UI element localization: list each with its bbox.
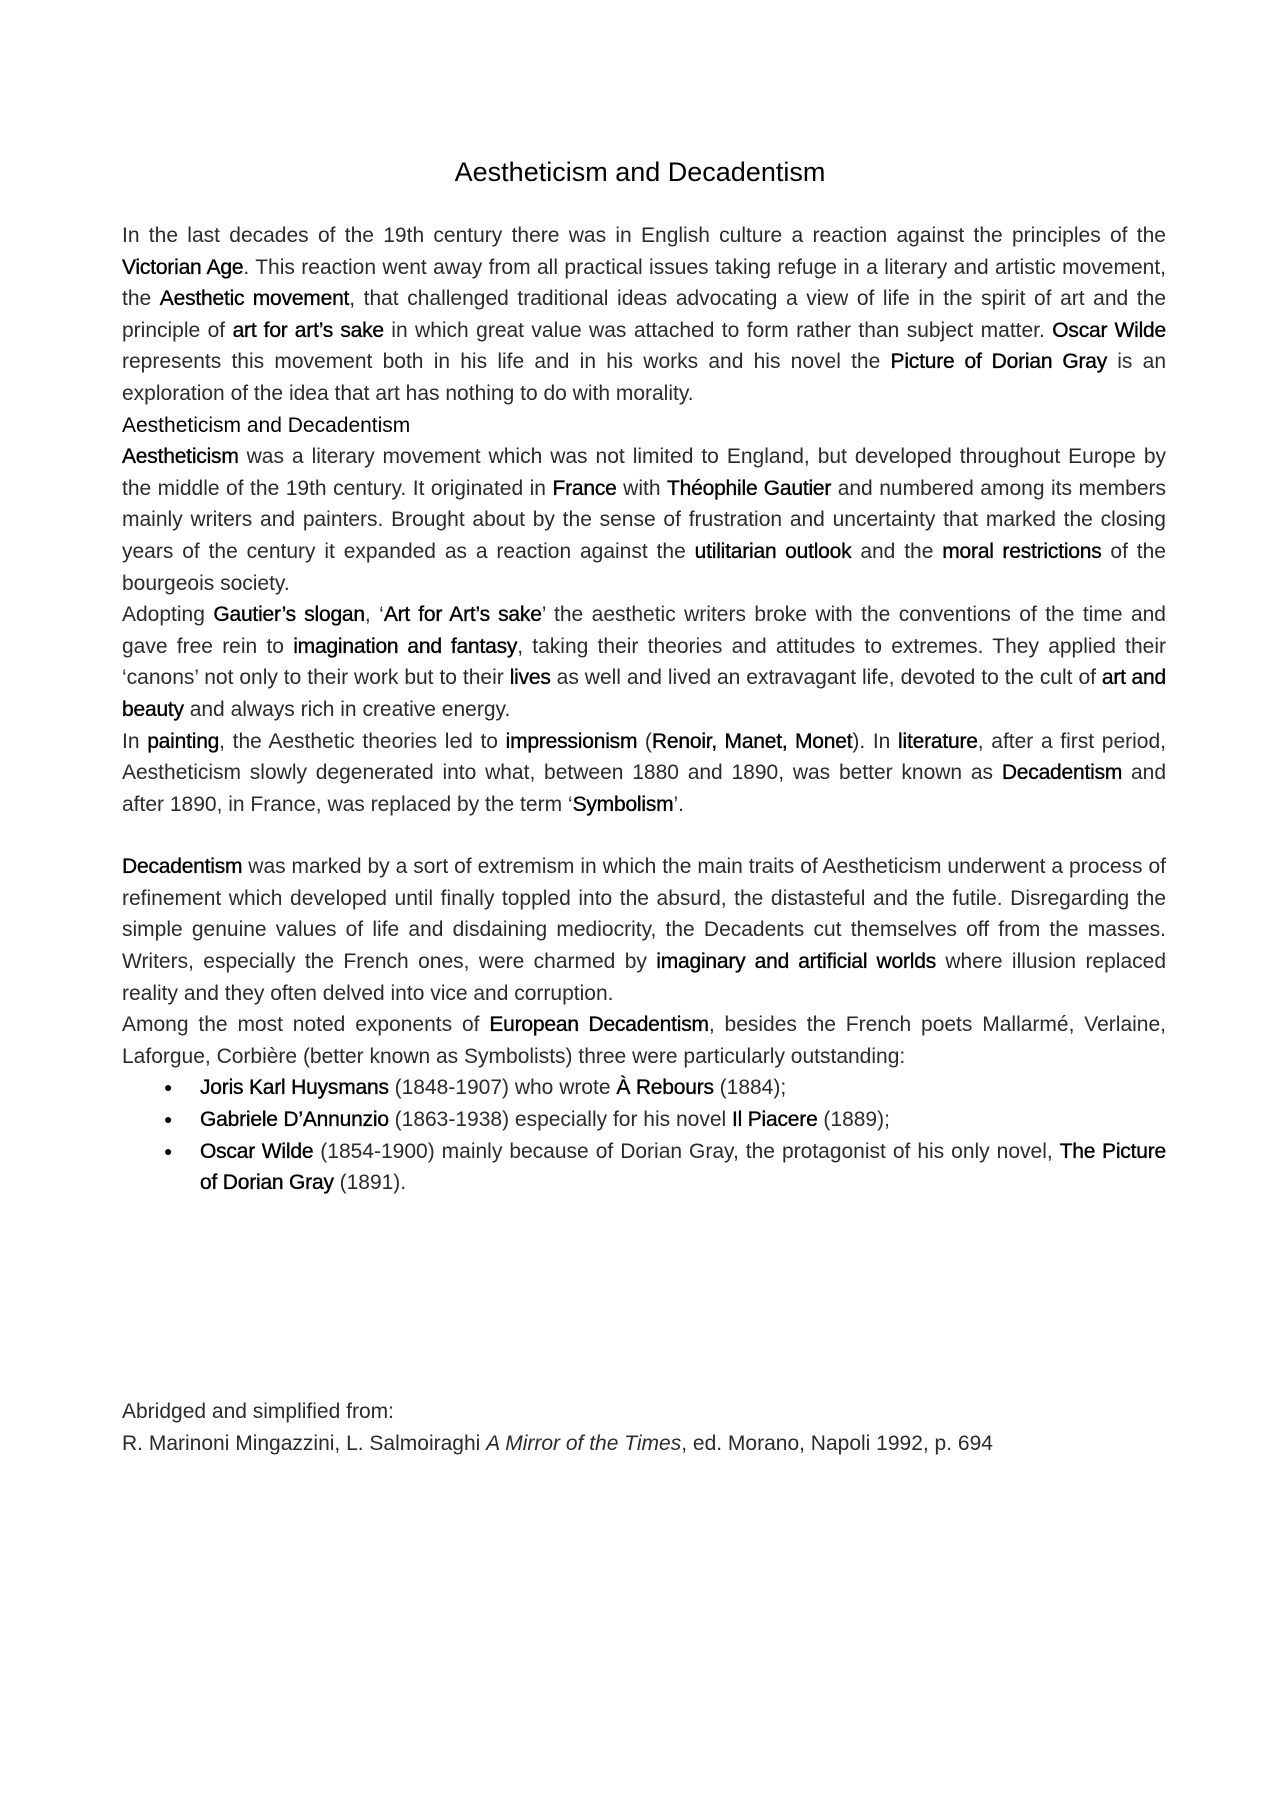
text-run: , besides the French poets Mallarmé, Verlaine, Laforgue, Corbière (better known as Symbolists) three were particularly outstanding: (122, 1013, 1166, 1068)
text-run: , after a first period, Aestheticism slowly degenerated into what, between 1880 and 1890, was better known as (122, 729, 1166, 785)
source-work-title: A Mirror of the Times (486, 1431, 682, 1455)
work-title: À Rebours (616, 1076, 714, 1100)
exponents-list (122, 1072, 1166, 1198)
section-subheading: Aestheticism and Decadentism (122, 413, 411, 437)
term-literature: literature (898, 729, 978, 753)
author-name: Oscar Wilde (200, 1139, 314, 1163)
text-run: (1854-1900) mainly because of Dorian Gray, the protagonist of his only novel, (313, 1139, 1060, 1163)
exponents-paragraph (122, 1009, 1166, 1072)
text-run: in which great value was attached to form rather than subject matter. (383, 318, 1053, 342)
term-art-and-beauty: art and beauty (122, 666, 1166, 721)
text-run: , ‘ (364, 603, 384, 627)
term-impressionism: impressionism (505, 729, 638, 753)
source-publisher: , ed. Morano, Napoli 1992, p. 694 (681, 1431, 993, 1455)
text-run: where illusion replaced reality and they often delved into vice and corruption. (122, 950, 1166, 1005)
text-run: ’. (673, 792, 684, 816)
text-run: (1863-1938) especially for his novel (388, 1108, 733, 1132)
text-run: and numbered among its members mainly writers and painters. Brought about by the sense of frustration and uncertainty that marked the closing years of the century it expanded as a reaction against the (122, 476, 1167, 563)
text-run: is an exploration of the idea that art has nothing to do with morality. (122, 350, 1166, 405)
page-title: Aestheticism and Decadentism (454, 157, 826, 187)
term-lives: lives (509, 666, 551, 690)
source-authors: R. Marinoni Mingazzini, L. Salmoiraghi (122, 1431, 487, 1455)
term-france: France (552, 476, 617, 500)
text-run: (1884); (713, 1076, 787, 1100)
list-item-huysmans (200, 1072, 1166, 1104)
text-run: Adopting (122, 603, 214, 627)
source-intro: Abridged and simplified from: (122, 1400, 394, 1423)
text-run: In (122, 729, 148, 753)
text-run: with (616, 476, 667, 500)
text-run: , that challenged traditional ideas advocating a view of life in the spirit of art and the principle of (122, 287, 1166, 342)
term-imagination-and-fantasy: imagination and fantasy (293, 634, 518, 658)
gautier-paragraph (122, 599, 1166, 725)
text-run: was a literary movement which was not limited to England, but developed throughout Europe by the middle of the 19th century. It originated in (122, 445, 1166, 500)
text-run: and the (851, 539, 943, 563)
term-moral-restrictions: moral restrictions (942, 539, 1102, 563)
term-art-for-arts-sake-quote: Art for Art’s sake (383, 603, 542, 627)
painting-paragraph (122, 726, 1166, 821)
source-reference (122, 1428, 993, 1460)
term-decadentism-lead: Decadentism (122, 855, 243, 879)
document-body (122, 220, 1166, 1199)
term-picture-of-dorian-gray: Picture of Dorian Gray (890, 350, 1108, 374)
term-victorian-age: Victorian Age (122, 255, 244, 279)
decadentism-paragraph (122, 851, 1166, 1009)
aestheticism-paragraph (122, 441, 1166, 599)
term-utilitarian-outlook: utilitarian outlook (694, 539, 852, 563)
term-gautiers-slogan: Gautier’s slogan (213, 603, 365, 627)
author-name: Gabriele D’Annunzio (200, 1108, 389, 1132)
text-run: In the last decades of the 19th century there was in English culture a reaction against the principles of the (122, 224, 1166, 247)
text-run: of the bourgeois society. (122, 539, 1166, 595)
text-run: and after 1890, in France, was replaced by the term ‘ (122, 761, 1166, 816)
term-painting: painting (147, 729, 220, 753)
text-run: (1891). (333, 1171, 407, 1195)
term-decadentism: Decadentism (1001, 761, 1123, 785)
term-art-for-arts-sake: art for art’s sake (232, 318, 384, 342)
list-item-wilde (200, 1136, 1166, 1199)
text-run: ). In (852, 729, 899, 753)
intro-paragraph (122, 220, 1166, 410)
text-run: (1889); (817, 1108, 890, 1132)
text-run: , the Aesthetic theories led to (219, 729, 506, 753)
text-run: (1848-1907) who wrote (388, 1076, 617, 1100)
term-imaginary-worlds: imaginary and artificial worlds (656, 950, 937, 974)
work-title: Il Piacere (732, 1108, 818, 1132)
term-theophile-gautier: Théophile Gautier (667, 476, 832, 500)
work-title: The Picture of Dorian Gray (200, 1139, 1166, 1195)
term-renoir-manet-monet: Renoir, Manet, Monet (651, 729, 853, 753)
text-run: Among the most noted exponents of (122, 1013, 490, 1037)
term-aesthetic-movement: Aesthetic movement (159, 287, 350, 311)
text-run: ’ the aesthetic writers broke with the conventions of the time and gave free rein to (122, 603, 1166, 658)
term-oscar-wilde: Oscar Wilde (1052, 318, 1166, 342)
list-item-dannunzio (200, 1104, 1166, 1136)
source-citation (122, 1396, 993, 1459)
text-run: ( (637, 729, 652, 753)
text-run: represents this movement both in his life and in his works and his novel the (122, 350, 891, 374)
text-run: and always rich in creative energy. (183, 697, 511, 721)
author-name: Joris Karl Huysmans (200, 1076, 389, 1100)
text-run: . This reaction went away from all practical issues taking refuge in a literary and artistic movement, the (122, 255, 1167, 311)
text-run: was marked by a sort of extremism in which the main traits of Aestheticism underwent a process of refinement which developed until finally toppled into the absurd, the distasteful and the futile. Disregarding the simple genuine values of life and disdaining mediocrity, the Decadents cut themselves off from the masses. Writers, especially the French ones, were charmed by (122, 855, 1166, 974)
text-run: as well and lived an extravagant life, devoted to the cult of (550, 666, 1102, 690)
text-run: , taking their theories and attitudes to extremes. They applied their ‘canons’ not only to their work but to their (122, 634, 1167, 690)
term-european-decadentism: European Decadentism (489, 1013, 709, 1037)
term-symbolism: Symbolism (572, 792, 674, 816)
term-aestheticism: Aestheticism (122, 445, 239, 469)
